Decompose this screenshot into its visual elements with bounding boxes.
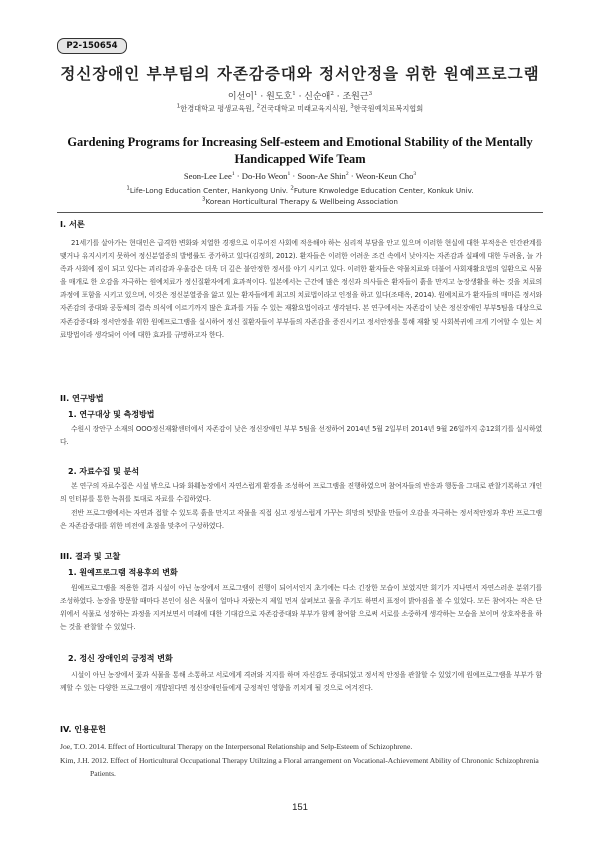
author-sup: 1 bbox=[292, 91, 296, 97]
subsection-heading-changes: 1. 원예프로그램 적용후의 변화 bbox=[68, 568, 178, 577]
author-name: Do-Ho Weon bbox=[241, 171, 288, 181]
korean-authors: 이선이$^1$ · 원도호$^1$ · 신순애$^2$ · 조원근$^3$ bbox=[227, 91, 373, 102]
author-name: 이선이 bbox=[227, 92, 255, 102]
author-name: 조원근 bbox=[342, 92, 369, 102]
author-sup: 1 bbox=[231, 171, 235, 178]
affil-sup: 1 bbox=[176, 103, 181, 110]
section-heading-references: IV. 인용문헌 bbox=[60, 724, 106, 734]
poster-id-badge: P2-150654 bbox=[57, 38, 127, 54]
subsection-heading-positive: 2. 정신 장애인의 긍정적 변화 bbox=[68, 654, 173, 663]
korean-affiliations bbox=[0, 104, 600, 114]
author-name: 신순애 bbox=[304, 92, 331, 102]
affil-sup: 3 bbox=[350, 103, 354, 110]
section-heading-methods: II. 연구방법 bbox=[60, 393, 104, 403]
header-divider bbox=[57, 212, 543, 213]
author-sup: 3 bbox=[413, 171, 417, 178]
subjects-paragraph: 수원시 장안구 소재의 OOO정신재활센터에서 자존감이 낮은 정신장애인 부부 5팀을 선정하여 2014년 5월 2일부터 2014년 9월 26일까지 총12회기를 실시하였다. bbox=[60, 425, 542, 447]
affil-sup: 3 bbox=[202, 196, 206, 203]
changes-paragraph: 원예프로그램을 적용한 결과 시설이 아닌 농장에서 프로그램이 진행이 되어서인지 초기에는 다소 긴장한 모습이 보였지만 회기가 지나면서 자연스러운 분위기를 조성하였다. 농장을 방문할 때마다 본인이 심은 식물이 얼마나 자랐는지 제일 먼저 살펴보고 물을 주기도 하면서 표정이 밝아짐을 볼 수 있었다. 모든 참여자는 작은 단위에서 식물로 성장하는 과정을 지켜보면서 미래에 대한 기대감으로 자존감증대와 부부가 함께 참여함 으로써 서로를 소중하게 생각하는 모습을 보이며 상호작용을 하는 것을 관찰할 수 있었다. bbox=[60, 584, 542, 632]
affil-sup: 1 bbox=[126, 185, 130, 192]
author-sup: 1 bbox=[287, 171, 291, 178]
subsection-heading-subjects: 1. 연구대상 및 측정방법 bbox=[68, 410, 155, 419]
author-name: 원도호 bbox=[266, 92, 293, 102]
author-sup: 2 bbox=[330, 91, 334, 97]
intro-paragraph: 21세기를 살아가는 현대인은 급격한 변화와 치열한 경쟁으로 이루어진 사회에 적응해야 하는 심리적 부담을 안고 있으며 이러한 현실에 대한 부적응은 인간관계를 맺거나 유지시키지 못하여 정신분열증의 발병률도 증가하고 있다(김정희, 2012). 환자들은 이러한 어려운 조건 속에서 낮아지는 자존감과 실패에 대한 두려움, 늘 가족과 사회에 짐이 되고 있다는 괴리감과 우울감은 더욱 더 깊은 불안정한 정서를 야기 시키고 있다. 이러한 환자들은 약물치료와 더불어 사회재활요법의 일환으로 식물을 매개로 한 오감을 자극하는 원예치료가 정신질환자에게 효과적이다. 일본에서는 근간에 많은 정신과 의사들은 환자들이 흙을 만지고 농장생활을 하는 것을 치료의 과정에 포함을 시키고 있으며, 이것은 정신분열증을 앓고 있는 환자들에게 최고의 치료법이라고 인정을 하고 있다(조태옥, 2014). 원예치료가 환자들의 매마른 정서와 자존감의 증대와 공동체의 결속 의식에 이르기까지 많은 효과를 거둘 수 있는 재활요법이라고 생각된다. 본 연구에서는 자존감이 낮은 정신장애인 부부5팀을 대상으로 자존감증대와 정서안정을 위한 원예프로그램을 실시하여 정신 질환자들이 부부들의 자존감을 증진시키고 정서안정을 통해 재활 및 사회복귀에 크게 기여할 수 있는 치료방법이라 생각되어 이에 대한 효과를 규명하고자 한다. bbox=[60, 239, 542, 339]
affil-line-2 bbox=[0, 196, 600, 207]
english-affiliations bbox=[0, 185, 600, 207]
author-sup: 3 bbox=[368, 91, 373, 97]
affil-text: 건국대학교 미래교육지식원, bbox=[260, 104, 351, 113]
english-title: Gardening Programs for Increasing Self-esteem and Emotional Stability of the Mentally Handicapped Wife Team bbox=[67, 135, 533, 166]
affil-text: Life-Long Education Center, Hankyong Univ. bbox=[129, 186, 291, 195]
author-name: Soon-Ae Shin bbox=[297, 171, 346, 181]
reference-item: Joe, T.O. 2014. Effect of Horticultural Therapy on the Interpersonal Relationship and Selp-Esteem of Schizophrene. bbox=[60, 742, 413, 751]
reference-item: Kim, J.H. 2012. Effect of Horticultural Occupational Therapy Utiltzing a Floral arrangement on Vocational-Achievement Ability of Chrononic Schizophrenia Patients. bbox=[60, 756, 539, 778]
author-name: Seon-Lee Lee bbox=[183, 171, 232, 181]
data-paragraph-1: 본 연구의 자료수집은 시설 밖으로 나와 화훼농장에서 자연스럽게 환경을 조성하여 프로그램을 진행하였으며 참여자들의 반응과 행동을 그대로 관찰기록하고 개인의 인터뷰를 통한 녹취를 토대로 자료를 수집하였다. bbox=[60, 482, 542, 504]
korean-title: 정신장애인 부부팀의 자존감증대와 정서안정을 위한 원예프로그램 bbox=[60, 64, 540, 83]
affil-sup: 2 bbox=[256, 103, 261, 110]
positive-paragraph: 시설이 아닌 농장에서 꽃과 식물을 통해 소통하고 서로에게 격려와 지지를 하며 자신감도 증대되었고 정서적 안정을 관찰할 수 있었기에 원예프로그램을 부부가 함께할 수 있는 다양한 프로그램이 개발된다면 정신장애인들에게 긍정적인 영향을 끼치게 될 것으로 여겨진다. bbox=[60, 671, 542, 693]
data-paragraph-2: 전반 프로그램에서는 자연과 접할 수 있도록 흙을 만지고 작물을 직접 심고 정성스럽게 가꾸는 희망의 텃밭을 만들어 오감을 자극하는 정서적안정과 후반 프로그램은 자존감증대를 위한 비전에 초점을 맞추어 구성하였다. bbox=[60, 509, 542, 531]
affil-line-1 bbox=[0, 185, 600, 196]
section-heading-results: III. 결과 및 고찰 bbox=[60, 551, 121, 561]
affil-text: Future Knwoledge Education Center, Konkuk Univ. bbox=[293, 186, 474, 195]
affil-text: 한국원예치료복지협회 bbox=[353, 104, 424, 113]
affil-sup: 2 bbox=[290, 185, 294, 192]
author-sup: 1 bbox=[254, 91, 258, 97]
affil-text: 한경대학교 평생교육원, bbox=[180, 104, 257, 113]
english-authors: Seon-Lee Lee$^1$ · Do-Ho Weon$^1$ · Soon-Ae Shin$^2$ · Weon-Keun Cho$^3$ bbox=[183, 171, 417, 181]
affil-text: Korean Horticultural Therapy & Wellbeing Association bbox=[205, 197, 398, 206]
subsection-heading-data: 2. 자료수집 및 분석 bbox=[68, 467, 140, 476]
author-name: Weon-Keun Cho bbox=[355, 171, 414, 181]
page-number: 151 bbox=[292, 802, 308, 813]
section-heading-intro: I. 서론 bbox=[60, 219, 85, 229]
author-sup: 2 bbox=[345, 171, 349, 178]
